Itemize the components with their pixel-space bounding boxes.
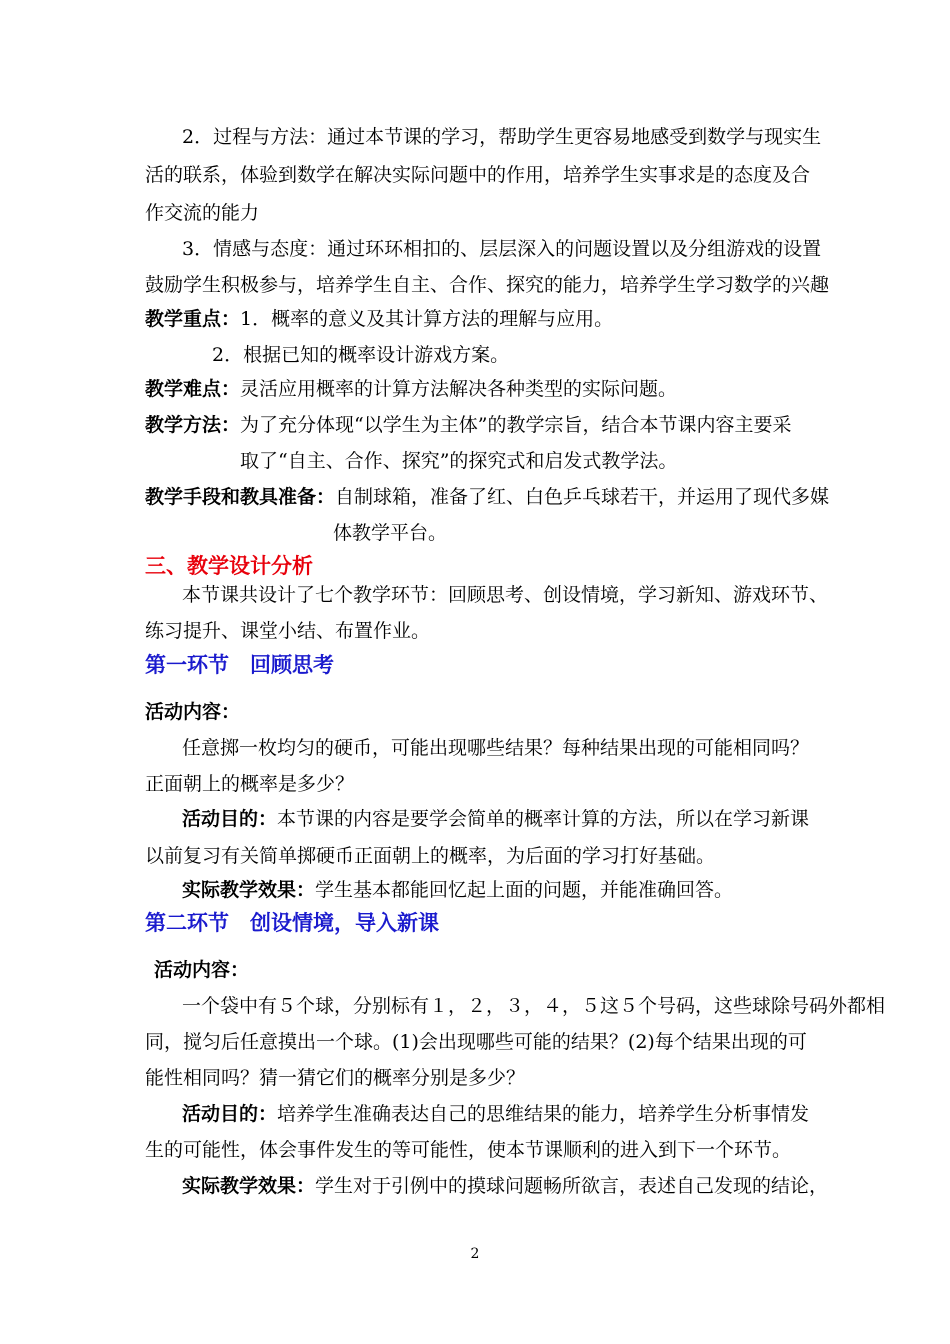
stage-1-activity-line-1: 任意掷一枚均匀的硬币，可能出现哪些结果？每种结果出现的可能相同吗？ — [182, 737, 810, 759]
stage-1-purpose-line-1 — [182, 806, 809, 832]
stage-1-activity-line-2: 正面朝上的概率是多少？ — [145, 773, 355, 795]
stage-2-purpose-label: 活动目的： — [182, 1103, 278, 1125]
difficulty-label: 教学难点： — [145, 378, 241, 400]
method-line-2: 取了“自主、合作、探究”的探究式和启发式教学法。 — [240, 450, 678, 472]
stage-2-activity-line-3: 能性相同吗？猜一猜它们的概率分别是多少？ — [145, 1067, 526, 1089]
stage-1-effect-label: 实际教学效果： — [182, 879, 316, 901]
key-points-line-1 — [145, 306, 613, 332]
stage-1-purpose-text-1: 本节课的内容是要学会简单的概率计算的方法，所以在学习新课 — [277, 808, 810, 830]
stage-2-heading: 第二环节 创设情境，导入新课 — [145, 911, 439, 935]
stage-1-activity-label: 活动内容： — [145, 701, 241, 723]
stage-2-effect-line — [182, 1173, 828, 1199]
stage-1-purpose-label: 活动目的： — [182, 808, 278, 830]
stage-2-purpose-text-1: 培养学生准确表达自己的思维结果的能力，培养学生分析事情发 — [277, 1103, 810, 1125]
section-3-line-2: 练习提升、课堂小结、布置作业。 — [145, 620, 431, 642]
stage-2-activity-label: 活动内容： — [154, 959, 250, 981]
difficulty-line — [145, 376, 677, 402]
stage-2-effect-text: 学生对于引例中的摸球问题畅所欲言，表述自己发现的结论， — [315, 1175, 829, 1197]
objective-2-line-3: 作交流的能力 — [145, 202, 260, 224]
stage-1-effect-line — [182, 877, 733, 903]
stage-2-purpose-line-1 — [182, 1101, 809, 1127]
section-3-line-1: 本节课共设计了七个教学环节：回顾思考、创设情境，学习新知、游戏环节、 — [182, 584, 829, 606]
stage-1-purpose-line-2: 以前复习有关简单掷硬币正面朝上的概率，为后面的学习打好基础。 — [145, 845, 716, 867]
stage-2-purpose-line-2: 生的可能性，体会事件发生的等可能性，使本节课顺利的进入到下一个环节。 — [145, 1139, 792, 1161]
key-points-item-2: 2．根据已知的概率设计游戏方案。 — [212, 344, 510, 366]
objective-2-line-2: 活的联系，体验到数学在解决实际问题中的作用，培养学生实事求是的态度及合 — [145, 164, 811, 186]
key-points-item-1: 1．概率的意义及其计算方法的理解与应用。 — [240, 308, 614, 330]
stage-1-effect-text: 学生基本都能回忆起上面的问题，并能准确回答。 — [315, 879, 734, 901]
objective-3-line-1: 3．情感与态度：通过环环相扣的、层层深入的问题设置以及分组游戏的设置 — [182, 238, 822, 260]
page-number: 2 — [470, 1246, 480, 1262]
objective-3-line-2: 鼓励学生积极参与，培养学生自主、合作、探究的能力，培养学生学习数学的兴趣 — [145, 274, 830, 296]
tools-line-1 — [145, 484, 829, 510]
method-text-1: 为了充分体现“以学生为主体”的教学宗旨，结合本节课内容主要采 — [240, 414, 792, 436]
stage-2-activity-line-2: 同，搅匀后任意摸出一个球。(1)会出现哪些可能的结果？(2)每个结果出现的可 — [145, 1031, 807, 1053]
section-3-heading: 三、教学设计分析 — [145, 554, 313, 578]
stage-1-heading: 第一环节 回顾思考 — [145, 653, 334, 677]
tools-line-2: 体教学平台。 — [333, 522, 448, 544]
method-label: 教学方法： — [145, 414, 241, 436]
stage-2-effect-label: 实际教学效果： — [182, 1175, 316, 1197]
tools-text-1: 自制球箱，准备了红、白色乒乓球若干，并运用了现代多媒 — [335, 486, 830, 508]
difficulty-text: 灵活应用概率的计算方法解决各种类型的实际问题。 — [240, 378, 678, 400]
objective-2-line-1: 2．过程与方法：通过本节课的学习，帮助学生更容易地感受到数学与现实生 — [182, 126, 822, 148]
stage-2-activity-line-1: 一个袋中有５个球，分别标有１，２，３，４，５这５个号码，这些球除号码外都相 — [182, 995, 886, 1017]
tools-label: 教学手段和教具准备： — [145, 486, 336, 508]
method-line-1 — [145, 412, 791, 438]
key-points-label: 教学重点： — [145, 308, 241, 330]
